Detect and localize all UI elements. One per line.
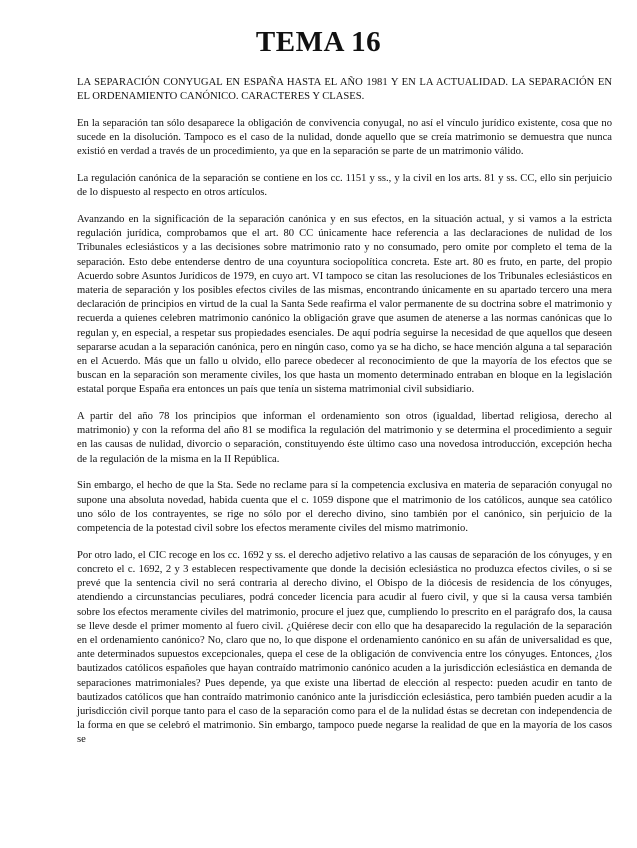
section-subtitle: LA SEPARACIÓN CONYUGAL EN ESPAÑA HASTA EL AÑO 1981 Y EN LA ACTUALIDAD. LA SEPARACIÓN EN EL ORDENAMIENTO CANÓNICO. CARACTERES Y CLASES. [77, 77, 612, 103]
paragraph: Sin embargo, el hecho de que la Sta. Sede no reclame para sí la competencia exclusiva en materia de separación conyugal no supone una absoluta novedad, habida cuenta que el c. 1059 dispone que el matrimonio de los católicos, aunque sea católico uno sólo de los contrayentes, se rige no sólo por el derecho divino, sino también por el canónico, sin perjuicio de la competencia de la potestad civil sobre los efectos meramente civiles del mismo matrimonio. [77, 480, 612, 534]
paragraph: En la separación tan sólo desaparece la obligación de convivencia conyugal, no así el vínculo jurídico existente, cosa que no sucede en la disolución. Tampoco es el caso de la nulidad, donde aquello que se creía matrimonio se demuestra que nunca existió en verdad a través de un procedimiento, ya que en la separación se parte de un matrimonio válido. [77, 117, 612, 158]
paragraph: Avanzando en la significación de la separación canónica y en sus efectos, en la situación actual, y si vamos a la estricta regulación jurídica, comprobamos que el art. 80 CC únicamente hace referencia a las declaraciones de nulidad de los Tribunales eclesiásticos y a las decisiones sobre matrimonio rato y no consumado, pero omite por completo el tema de la separación. Esto debe entenderse dentro de una coyuntura sociopolítica concreta. Este art. 80 es fruto, en parte, del propio Acuerdo sobre Asuntos Jurídicos de 1979, en cuyo art. VI tampoco se citan las resoluciones de los Tribunales eclesiásticos en materia de separación y los posibles efectos civiles de las mismas, encontrando únicamente en su apartado tercero una mera declaración de principios en virtud de la cual la Santa Sede reafirma el valor permanente de su doctrina sobre el matrimonio y recuerda a quienes celebren matrimonio canónico la obligación grave que asumen de atenerse a las normas canónicas que lo regulan y, en especial, a respetar sus propiedades esenciales. De aquí podría seguirse la necesidad de que aquellos que deseen separarse acudan a la separación canónica, pero en ningún caso, como ya se ha dicho, se hace mención alguna a tal separación en el Acuerdo. Más que un fallo u olvido, ello parece obedecer al reconocimiento de que la mayoría de los efectos que se buscan en la separación son meramente civiles, los que hasta un momento determinado entraban en bloque en la legislación estatal porque España era entonces un país que tenía un sistema matrimonial civil subsidiario. [77, 213, 612, 396]
paragraph: A partir del año 78 los principios que informan el ordenamiento son otros (igualdad, libertad religiosa, derecho al matrimonio) y con la reforma del año 81 se modifica la regulación del matrimonio y se determina el procedimiento a seguir en las causas de nulidad, divorcio o separación, constituyendo éste último caso una novedosa introducción, excepción hecha de la regulación de la misma en la II República. [77, 411, 612, 465]
paragraph: La regulación canónica de la separación se contiene en los cc. 1151 y ss., y la civil en los arts. 81 y ss. CC, ello sin perjuicio de lo dispuesto al respecto en otros artículos. [77, 173, 612, 199]
page-title: TEMA 16 [255, 26, 382, 58]
paragraph: Por otro lado, el CIC recoge en los cc. 1692 y ss. el derecho adjetivo relativo a las causas de separación de los cónyuges, y en concreto el c. 1692, 2 y 3 establecen respectivamente que donde la decisión eclesiástica no produzca efectos civiles, o si se prevé que la sentencia civil no será contraria al derecho divino, el Obispo de la diócesis de residencia de los cónyuges, atendiendo a circunstancias peculiares, podrá conceder licencia para acudir al fuero civil, y que si la causa versa también sobre los efectos meramente civiles del matrimonio, procure el juez que, cumpliendo lo prescrito en el parágrafo dos, la causa se lleve desde el primer momento al fuero civil. ¿Quiérese decir con ello que ha desaparecido la regulación de la separación en el ordenamiento canónico? No, claro que no, lo que dispone el ordenamiento canónico en su afán de universalidad es que, ante determinados supuestos excepcionales, quepa el cese de la obligación de convivencia entre los cónyuges. Entonces, ¿los bautizados católicos españoles que hayan contraído matrimonio canónico acuden a la jurisdicción eclesiástica en demanda de separaciones matrimoniales? Pues depende, ya que existe una libertad de elección al respecto: pueden acudir en tanto de bautizados católicos que han contraído matrimonio canónico ante la jurisdicción eclesiástica, pero también pueden acudir a la jurisdicción civil porque tanto para el caso de la separación como para el de la nulidad éstas se decretan con independencia de la forma en que se celebró el matrimonio. Sin embargo, tampoco puede negarse la realidad de que en la mayoría de los casos se [77, 549, 612, 746]
document-body [77, 76, 612, 760]
